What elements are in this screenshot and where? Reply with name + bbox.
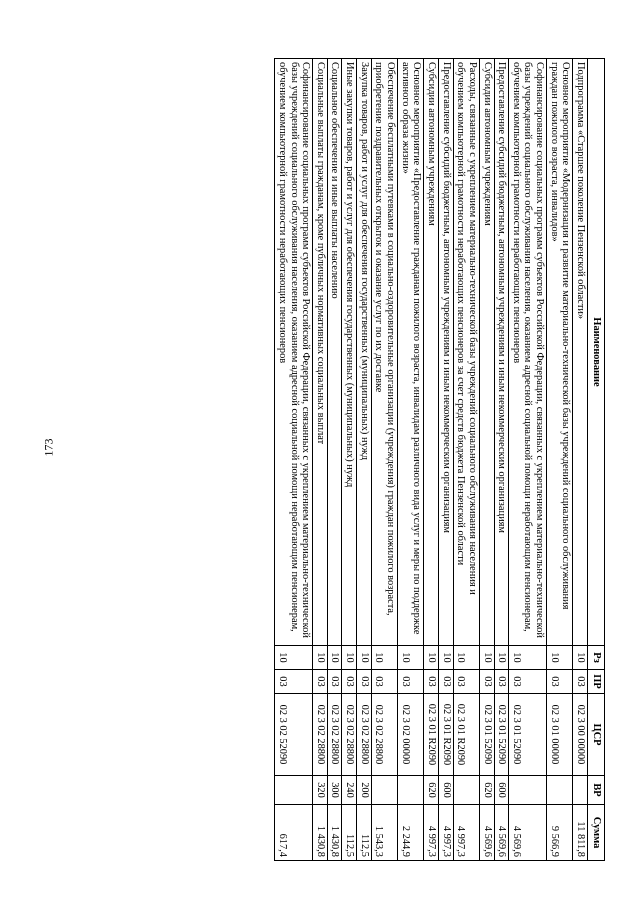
table-row xyxy=(398,59,424,861)
cell-name: Подпрограмма «Старшее поколение Пензенской области» xyxy=(573,59,588,646)
cell-sum: 4 569,6 xyxy=(479,805,494,861)
cell-sum: 4 997,3 xyxy=(424,805,439,861)
cell-vr: 600 xyxy=(494,776,509,805)
cell-name: Предоставление субсидий бюджетным, автономным учреждениям и иным некоммерческим организациям xyxy=(438,59,453,646)
cell-sum: 1 430,8 xyxy=(327,805,342,861)
cell-rz: 10 xyxy=(398,646,424,670)
cell-csr: 02 3 01 52090 xyxy=(509,694,547,776)
cell-name: Софинансирование социальных программ субъектов Российской Федерации, связанных с укреплением материально-технической базы учреждений социального обслуживания населения, оказанием адресной социальной помощи неработающим пенсионерам, обучением компьютерной грамотности неработающих пенсионеров xyxy=(509,59,547,646)
cell-vr xyxy=(547,776,573,805)
cell-name: Социальное обеспечение и иные выплаты населению xyxy=(327,59,342,646)
cell-pr: 03 xyxy=(371,670,397,694)
cell-pr: 03 xyxy=(275,670,313,694)
header-csr: ЦСР xyxy=(588,694,605,776)
table-row xyxy=(275,59,313,861)
cell-rz: 10 xyxy=(342,646,357,670)
cell-rz: 10 xyxy=(438,646,453,670)
page-number: 173 xyxy=(41,438,56,457)
cell-name: Расходы, связанные с укреплением материально-технической базы учреждений социального обслуживания населения и обучением компьютерной грамотности неработающих пенсионеров за счет средств бюджета Пензенской области xyxy=(453,59,479,646)
cell-vr: 620 xyxy=(479,776,494,805)
cell-vr: 320 xyxy=(313,776,328,805)
cell-pr: 03 xyxy=(509,670,547,694)
cell-name: Закупка товаров, работ и услуг для обеспечения государственных (муниципальных) нужд xyxy=(357,59,372,646)
cell-csr: 02 3 02 28800 xyxy=(313,694,328,776)
cell-sum: 617,4 xyxy=(275,805,313,861)
table-row xyxy=(438,59,453,861)
cell-vr: 600 xyxy=(438,776,453,805)
cell-rz: 10 xyxy=(424,646,439,670)
header-rz: Рз xyxy=(588,646,605,670)
cell-sum: 1 430,8 xyxy=(313,805,328,861)
cell-vr xyxy=(371,776,397,805)
cell-rz: 10 xyxy=(509,646,547,670)
table-row xyxy=(357,59,372,861)
header-row xyxy=(588,59,605,861)
table-body xyxy=(275,59,588,861)
cell-csr: 02 3 01 R2090 xyxy=(424,694,439,776)
cell-vr: 620 xyxy=(424,776,439,805)
cell-csr: 02 3 02 28800 xyxy=(327,694,342,776)
cell-pr: 03 xyxy=(453,670,479,694)
cell-rz: 10 xyxy=(275,646,313,670)
cell-pr: 03 xyxy=(327,670,342,694)
cell-name: Субсидии автономным учреждениям xyxy=(424,59,439,646)
table-row xyxy=(547,59,573,861)
header-sum: Сумма xyxy=(588,805,605,861)
table-row xyxy=(342,59,357,861)
cell-name: Основное мероприятие «Предоставление гражданам пожилого возраста, инвалидам различного вида услуг и меры по поддержке активного образа жизни» xyxy=(398,59,424,646)
table-row xyxy=(371,59,397,861)
cell-csr: 02 3 02 28800 xyxy=(357,694,372,776)
cell-vr: 200 xyxy=(357,776,372,805)
cell-sum: 4 569,6 xyxy=(494,805,509,861)
cell-vr xyxy=(509,776,547,805)
table-row xyxy=(479,59,494,861)
header-vr: ВР xyxy=(588,776,605,805)
cell-sum: 4 569,6 xyxy=(509,805,547,861)
header-name: Наименование xyxy=(588,59,605,646)
cell-name: Обеспечение бесплатными путевками в социально-оздоровительные организации (учреждения) граждан пожилого возраста, приобретение поздравительных открыток и оказание услуг по их доставке xyxy=(371,59,397,646)
cell-csr: 02 3 01 R2090 xyxy=(438,694,453,776)
cell-csr: 02 3 01 52090 xyxy=(494,694,509,776)
cell-csr: 02 3 01 R2090 xyxy=(453,694,479,776)
cell-vr xyxy=(573,776,588,805)
cell-pr: 03 xyxy=(438,670,453,694)
cell-vr xyxy=(275,776,313,805)
cell-rz: 10 xyxy=(313,646,328,670)
cell-pr: 03 xyxy=(573,670,588,694)
cell-name: Иные закупки товаров, работ и услуг для обеспечения государственных (муниципальных) нужд xyxy=(342,59,357,646)
cell-pr: 03 xyxy=(342,670,357,694)
cell-vr xyxy=(453,776,479,805)
cell-sum: 4 997,3 xyxy=(438,805,453,861)
table-row xyxy=(509,59,547,861)
cell-csr: 02 3 02 28800 xyxy=(342,694,357,776)
cell-sum: 9 566,9 xyxy=(547,805,573,861)
cell-rz: 10 xyxy=(357,646,372,670)
header-pr: ПР xyxy=(588,670,605,694)
table-row xyxy=(494,59,509,861)
cell-csr: 02 3 01 52090 xyxy=(479,694,494,776)
cell-pr: 03 xyxy=(357,670,372,694)
table-row xyxy=(424,59,439,861)
cell-vr: 300 xyxy=(327,776,342,805)
table-header xyxy=(588,59,605,861)
table-row xyxy=(453,59,479,861)
cell-csr: 02 3 02 28800 xyxy=(371,694,397,776)
cell-sum: 2 244,9 xyxy=(398,805,424,861)
cell-pr: 03 xyxy=(424,670,439,694)
cell-sum: 1 543,3 xyxy=(371,805,397,861)
table-row xyxy=(573,59,588,861)
cell-csr: 02 3 00 00000 xyxy=(573,694,588,776)
cell-sum: 112,5 xyxy=(342,805,357,861)
cell-sum: 4 997,3 xyxy=(453,805,479,861)
cell-pr: 03 xyxy=(313,670,328,694)
cell-vr xyxy=(398,776,424,805)
cell-rz: 10 xyxy=(573,646,588,670)
cell-csr: 02 3 01 00000 xyxy=(547,694,573,776)
cell-pr: 03 xyxy=(479,670,494,694)
rotated-table-container xyxy=(60,58,605,860)
cell-rz: 10 xyxy=(479,646,494,670)
cell-rz: 10 xyxy=(371,646,397,670)
cell-vr: 240 xyxy=(342,776,357,805)
cell-name: Социальные выплаты гражданам, кроме публичных нормативных социальных выплат xyxy=(313,59,328,646)
cell-sum: 112,5 xyxy=(357,805,372,861)
cell-rz: 10 xyxy=(547,646,573,670)
cell-rz: 10 xyxy=(494,646,509,670)
cell-pr: 03 xyxy=(547,670,573,694)
cell-sum: 11 811,8 xyxy=(573,805,588,861)
cell-pr: 03 xyxy=(494,670,509,694)
table-row xyxy=(313,59,328,861)
cell-name: Софинансирование социальных программ субъектов Российской Федерации, связанных с укреплением материально-технической базы учреждений социального обслуживания населения, оказанием адресной социальной помощи неработающим пенсионерам, обучением компьютерной грамотности неработающих пенсионеров xyxy=(275,59,313,646)
cell-pr: 03 xyxy=(398,670,424,694)
budget-table xyxy=(274,58,605,861)
cell-name: Основное мероприятие «Модернизация и развитие материально-технической базы учреждений социального обслуживания граждан пожилого возраста, инвалидов» xyxy=(547,59,573,646)
cell-name: Предоставление субсидий бюджетным, автономным учреждениям и иным некоммерческим организациям xyxy=(494,59,509,646)
cell-rz: 10 xyxy=(327,646,342,670)
cell-rz: 10 xyxy=(453,646,479,670)
cell-csr: 02 3 02 52090 xyxy=(275,694,313,776)
cell-csr: 02 3 02 00000 xyxy=(398,694,424,776)
cell-name: Субсидии автономным учреждениям xyxy=(479,59,494,646)
table-row xyxy=(327,59,342,861)
